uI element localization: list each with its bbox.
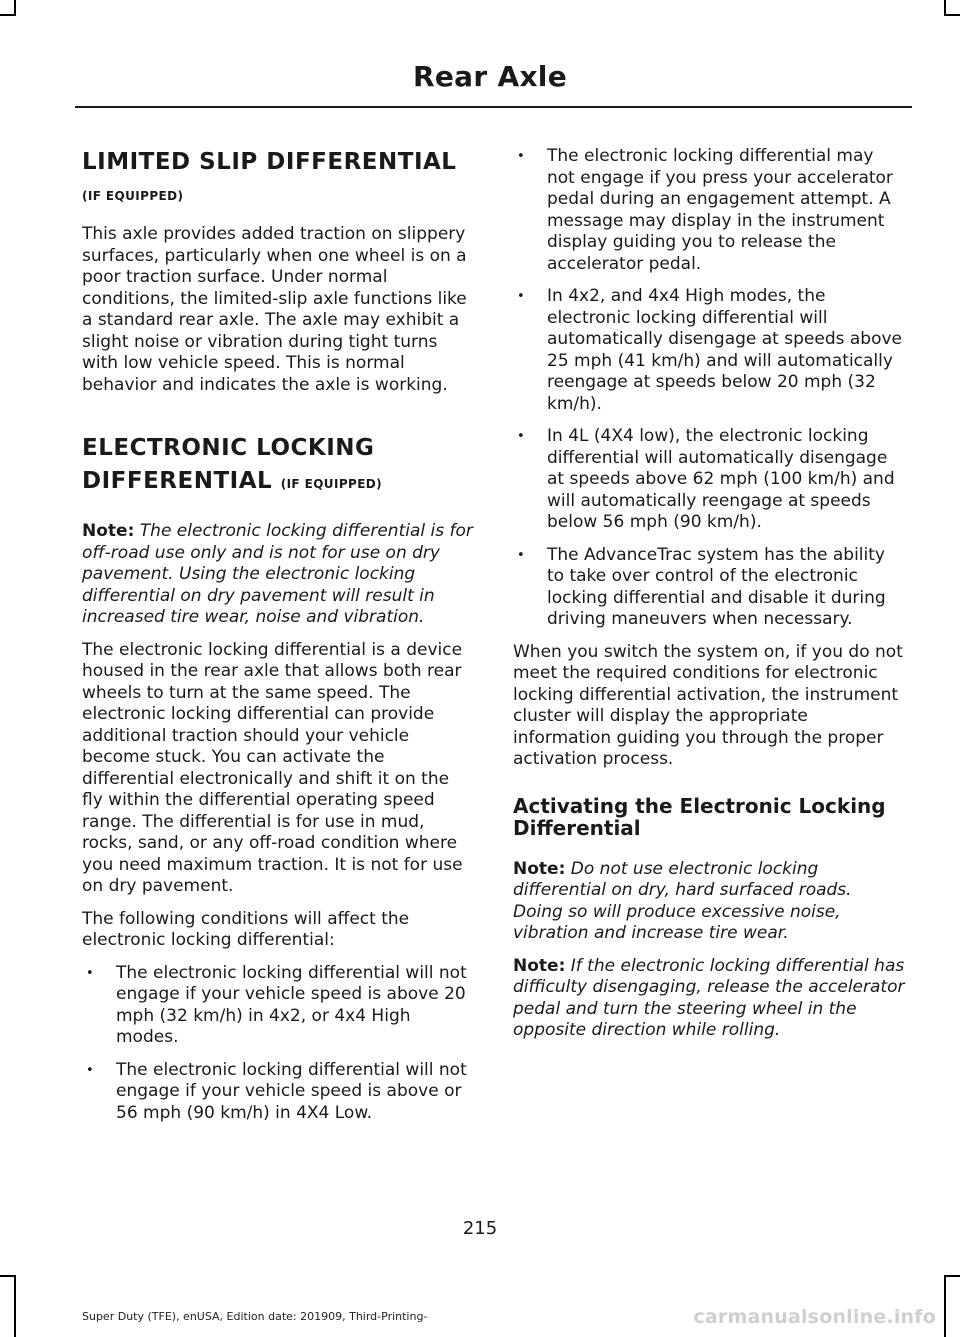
eld-equipped-note: (IF EQUIPPED) xyxy=(280,477,383,491)
note-label: Note: xyxy=(513,955,566,976)
site-watermark: carmanualsonline.info xyxy=(693,1306,936,1328)
activating-heading: Activating the Electronic Locking Differential xyxy=(513,793,886,840)
header-divider xyxy=(75,106,912,108)
lsd-paragraph: This axle provides added traction on slippery surfaces, particularly when one wheel is on a poor traction surface. Under normal conditions, the limited-slip axle functions like a standard rear axle. The axle may exhibit a slight noise or vibration during tight turns with low vehicle speed. This is normal behavior and indicates the axle is working. xyxy=(82,224,467,395)
list-item: • In 4x2, and 4x4 High modes, the electronic locking differential will automatically disengage at speeds above 25 mph (41 km/h) and will automatically reengage at speeds below 20 mph (32 km/h). xyxy=(513,286,906,415)
list-item: • In 4L (4X4 low), the electronic locking differential will automatically disengage at speeds above 62 mph (100 km/h) and will automatically reengage at speeds below 56 mph (90 km/h). xyxy=(513,426,906,534)
note-off-road xyxy=(82,521,475,629)
eld-heading xyxy=(82,432,475,501)
note-disengaging xyxy=(513,956,906,1042)
right-column xyxy=(513,146,906,1042)
eld-heading-line1: ELECTRONIC LOCKING xyxy=(82,435,375,461)
note-dry-roads xyxy=(513,859,906,945)
conditions-list xyxy=(82,963,475,1125)
note-label: Note: xyxy=(513,858,566,879)
note-text: The electronic locking differential is for off-road use only and is not for use on dry pavement. Using the electronic locking differential on dry pavement will result in increased tire wear, noise and vibration. xyxy=(82,521,473,627)
edition-footer: Super Duty (TFE), enUSA, Edition date: 201909, Third-Printing- xyxy=(82,1310,428,1323)
list-item: • The electronic locking differential will not engage if your vehicle speed is above 20 mph (32 km/h) in 4x2, or 4x4 High modes. xyxy=(82,963,475,1049)
list-item: • The electronic locking differential will not engage if your vehicle speed is above or 56 mph (90 km/h) in 4X4 Low. xyxy=(82,1060,475,1125)
crop-mark-top-right xyxy=(944,0,960,16)
note-text: If the electronic locking differential has difficulty disengaging, release the accelerator pedal and turn the steering wheel in the opposite direction while rolling. xyxy=(513,955,905,1040)
eld-heading-line2: DIFFERENTIAL xyxy=(82,468,273,494)
lsd-equipped-note: (IF EQUIPPED) xyxy=(82,189,184,203)
conditions-list-continued xyxy=(513,146,906,631)
lsd-heading: LIMITED SLIP DIFFERENTIAL xyxy=(82,149,457,175)
list-item: • The electronic locking differential may not engage if you press your accelerator pedal during an engagement attempt. A message may display in the instrument display guiding you to release the accelerator pedal. xyxy=(513,146,906,275)
list-item: • The AdvanceTrac system has the ability to take over control of the electronic locking differential and disable it during driving maneuvers when necessary. xyxy=(513,545,906,631)
eld-paragraph: The electronic locking differential is a device housed in the rear axle that allows both rear wheels to turn at the same speed. The electronic locking differential can provide additional traction should your vehicle become stuck. You can activate the differential electronically and shift it on the fly within the differential operating speed range. The differential is for use in mud, rocks, sand, or any off-road condition where you need maximum traction. It is not for use on dry pavement. xyxy=(82,639,463,896)
page-number: 215 xyxy=(462,1218,498,1239)
crop-mark-bottom-right xyxy=(944,1275,960,1337)
switch-paragraph: When you switch the system on, if you do not meet the required conditions for electronic locking differential activation, the instrument cluster will display the appropriate information guiding you through the proper activation process. xyxy=(513,641,903,769)
note-label: Note: xyxy=(82,521,135,541)
crop-mark-top-left xyxy=(0,0,16,16)
note-text: Do not use electronic locking differential on dry, hard surfaced roads. Doing so will produce excessive noise, vibration and increase tire wear. xyxy=(513,858,852,943)
left-column xyxy=(82,146,475,1124)
page-title: Rear Axle xyxy=(412,60,567,93)
conditions-intro: The following conditions will affect the electronic locking differential: xyxy=(82,908,410,950)
crop-mark-bottom-left xyxy=(0,1275,16,1337)
